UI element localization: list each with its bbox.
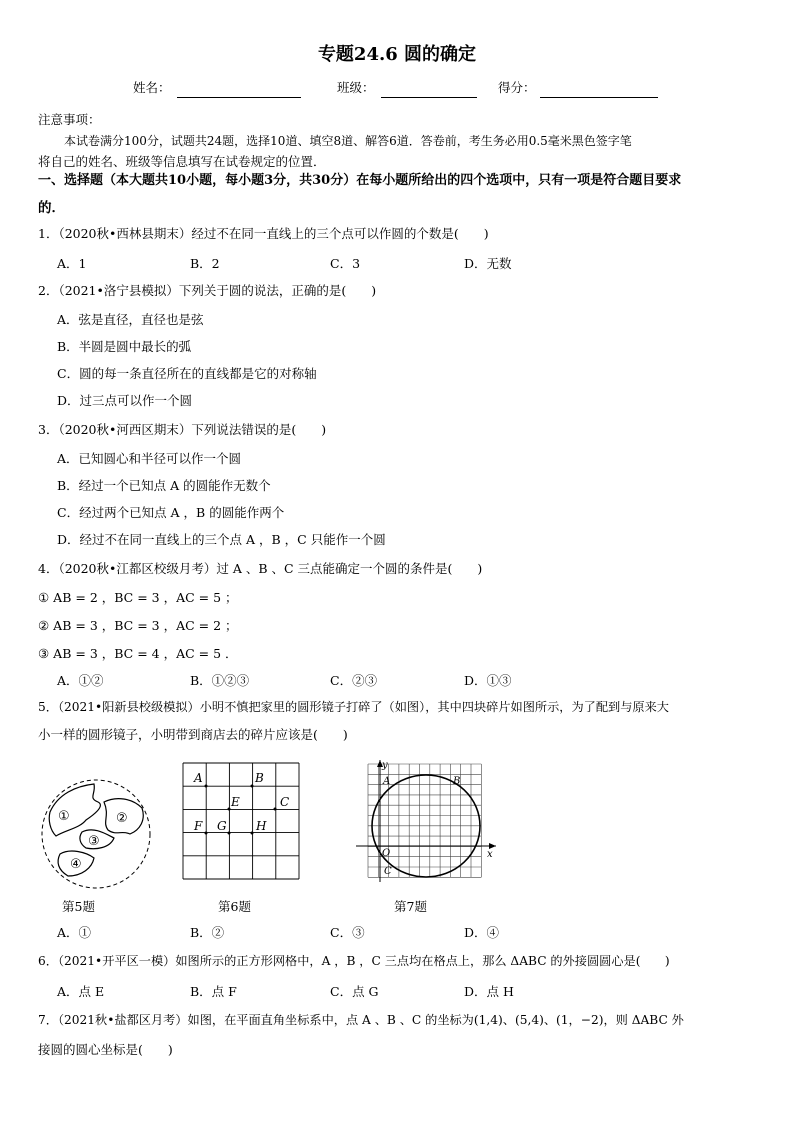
q3-option-d[interactable]: D．经过不在同一直线上的三个点 A ，B ，C 只能作一个圆 — [57, 532, 386, 547]
q3-stem: 3．（2020秋•河西区期末）下列说法错误的是( ) — [38, 422, 327, 437]
q5-option-c[interactable]: C．③ — [330, 925, 365, 940]
f7-label-x: x — [487, 849, 493, 860]
q2-option-d[interactable]: D．过三点可以作一个圆 — [57, 393, 193, 408]
f6-label-C: C — [280, 795, 290, 809]
q4-option-c[interactable]: C．②③ — [330, 673, 378, 688]
caption-figure-7: 第7题 — [394, 899, 427, 914]
q1-option-d[interactable]: D．无数 — [464, 256, 512, 271]
q2-option-c[interactable]: C．圆的每一条直径所在的直线都是它的对称轴 — [57, 366, 317, 381]
q5-option-b[interactable]: B．② — [190, 925, 225, 940]
f6-label-A: A — [194, 771, 203, 785]
q5-option-a[interactable]: A．① — [57, 925, 92, 940]
q2-stem: 2．（2021•洛宁县模拟）下列关于圆的说法，正确的是( ) — [38, 283, 377, 298]
q5-line1: 5．（2021•阳新县校级模拟）小明不慎把家里的圆形镜子打碎了（如图），其中四块碎片如图所示，为了配到与原来大 — [38, 700, 669, 714]
q4-condition-2: ② AB = 3 ，BC = 3 ，AC = 2 ； — [38, 618, 238, 633]
notice-line1: 本试卷满分100分，试题共24题，选择10道、填空8道、解答6道．答卷前，考生务必用0.5毫米黑色签字笔 — [64, 134, 632, 148]
f6-label-G: G — [217, 819, 227, 833]
q6-option-c[interactable]: C．点 G — [330, 984, 379, 999]
notice-heading: 注意事项： — [38, 112, 101, 127]
notice-line2: 将自己的姓名、班级等信息填写在试卷规定的位置． — [38, 154, 326, 169]
page-title: 专题24.6 圆的确定 — [317, 44, 477, 65]
q2-option-b[interactable]: B．半圆是圆中最长的弧 — [57, 339, 192, 354]
f7-label-A: A — [383, 776, 391, 787]
q2-option-a[interactable]: A．弦是直径，直径也是弦 — [57, 312, 204, 327]
score-label: 得分： — [498, 80, 536, 95]
figure-5-broken-mirror — [36, 772, 156, 892]
class-field[interactable] — [381, 79, 477, 98]
q1-option-a[interactable]: A．1 — [57, 256, 87, 271]
figure-7-coordinate-grid — [356, 760, 498, 884]
name-label: 姓名： — [133, 80, 171, 95]
q7-line2: 接圆的圆心坐标是( ) — [38, 1042, 173, 1057]
q4-option-d[interactable]: D．①③ — [464, 673, 512, 688]
q6-option-d[interactable]: D．点 H — [464, 984, 514, 999]
q6-stem: 6．（2021•开平区一模）如图所示的正方形网格中，A ，B ，C 三点均在格点上，那么 ΔABC 的外接圆圆心是( ) — [38, 954, 670, 968]
q1-option-c[interactable]: C．3 — [330, 256, 361, 271]
q3-option-a[interactable]: A．已知圆心和半径可以作一个圆 — [57, 451, 242, 466]
f7-label-C: C — [384, 866, 392, 877]
f7-label-O: O — [382, 848, 391, 859]
q6-option-a[interactable]: A．点 E — [57, 984, 105, 999]
q4-condition-3: ③ AB = 3 ，BC = 4 ，AC = 5 ． — [38, 646, 238, 661]
f7-label-y: y — [382, 760, 388, 771]
q4-option-b[interactable]: B．①②③ — [190, 673, 250, 688]
section1-line1: 一、选择题（本大题共10小题，每小题3分，共30分）在每小题所给出的四个选项中，只有一项是符合题目要求 — [38, 173, 682, 188]
f7-label-B: B — [453, 776, 461, 787]
f5-label-2: ② — [116, 811, 128, 826]
q7-line1: 7．（2021秋•盐都区月考）如图，在平面直角坐标系中，点 A 、B 、C 的坐标为(1,4)、(5,4)、(1，−2)，则 ΔABC 外 — [38, 1013, 684, 1027]
q4-condition-1: ① AB = 2 ，BC = 3 ，AC = 5 ； — [38, 590, 238, 605]
f6-label-B: B — [255, 771, 264, 785]
q4-stem: 4．（2020秋•江都区校级月考）过 A 、B 、C 三点能确定一个圆的条件是( ) — [38, 561, 483, 576]
q5-option-d[interactable]: D．④ — [464, 925, 500, 940]
section1-line2: 的． — [38, 200, 65, 216]
q5-line2: 小一样的圆形镜子，小明带到商店去的碎片应该是( ) — [38, 727, 348, 742]
q3-option-b[interactable]: B．经过一个已知点 A 的圆能作无数个 — [57, 478, 271, 493]
f5-label-3: ③ — [88, 834, 100, 849]
q1-option-b[interactable]: B．2 — [190, 256, 220, 271]
f5-label-1: ① — [58, 809, 70, 824]
q3-option-c[interactable]: C．经过两个已知点 A ，B 的圆能作两个 — [57, 505, 285, 520]
f6-label-H: H — [256, 819, 267, 833]
class-label: 班级： — [337, 80, 375, 95]
f6-label-E: E — [231, 795, 240, 809]
f6-label-F: F — [194, 819, 203, 833]
caption-figure-5: 第5题 — [62, 899, 95, 914]
caption-figure-6: 第6题 — [218, 899, 251, 914]
q6-option-b[interactable]: B．点 F — [190, 984, 237, 999]
score-field[interactable] — [540, 79, 658, 98]
f5-label-4: ④ — [70, 857, 82, 872]
figure-6-grid — [180, 762, 304, 886]
q1-stem: 1．（2020秋•西林县期末）经过不在同一直线上的三个点可以作圆的个数是( ) — [38, 226, 489, 241]
q4-option-a[interactable]: A．①② — [57, 673, 104, 688]
name-field[interactable] — [177, 79, 301, 98]
